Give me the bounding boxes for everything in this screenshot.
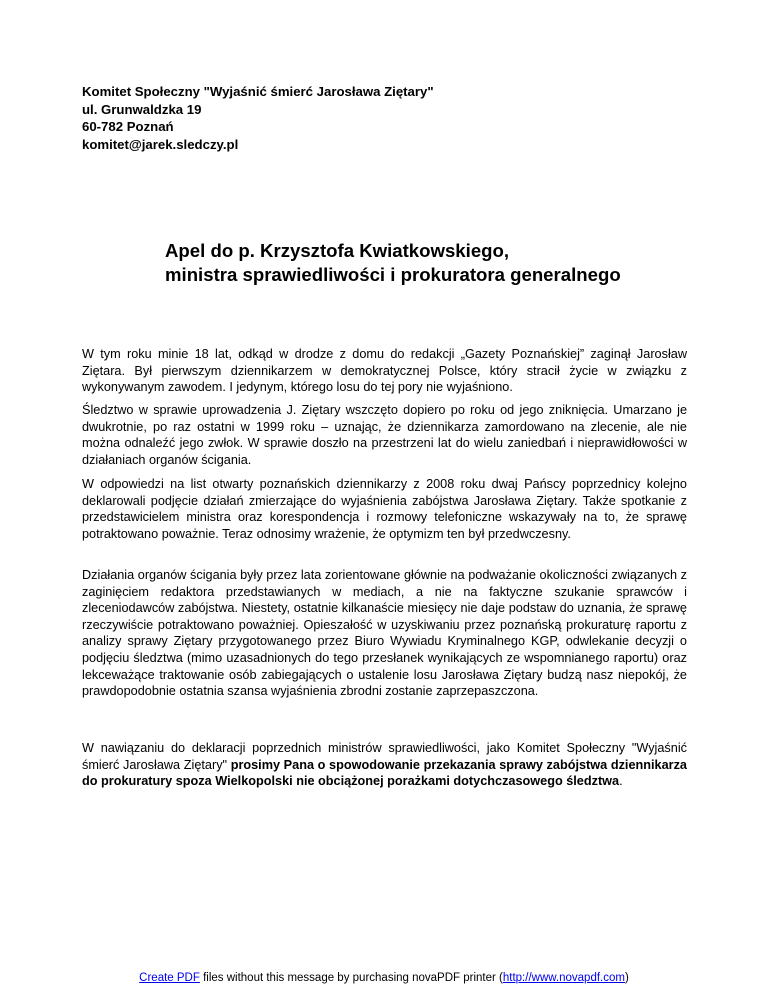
paragraph-4	[82, 567, 687, 700]
title-line-2: ministra sprawiedliwości i prokuratora generalnego	[165, 263, 621, 285]
paragraph-5	[82, 740, 687, 790]
paragraph-2	[82, 402, 687, 468]
sender-city: 60-782 Poznań	[82, 119, 174, 134]
sender-name: Komitet Społeczny "Wyjaśnić śmierć Jarosława Ziętary"	[82, 84, 434, 99]
paragraph-1-text: W tym roku minie 18 lat, odkąd w drodze z domu do redakcji „Gazety Poznańskiej” zaginął Jarosław Ziętara. Był pierwszym dziennikarzem w demokratycznej Polsce, który stracił życie w związku z wykonywanym zawodem. I jedynym, którego losu do tej pory nie wyjaśniono.	[82, 347, 687, 395]
footer-text-end: )	[624, 972, 629, 984]
document-title	[165, 239, 621, 286]
paragraph-5-text	[82, 740, 687, 790]
paragraph-2-text: Śledztwo w sprawie uprowadzenia J. Ziętary wszczęto dopiero po roku od jego zniknięcia. Umarzano je dwukrotnie, po raz ostatni w 1999 roku – uznając, że dziennikarza zamordowano na zlecenie, ale nie można odnaleźć jego zwłok. W sprawie doszło na przestrzeni lat do wielu zaniedbań i nieprawidłowości w działaniach organów ścigania.	[82, 403, 687, 467]
paragraph-5-request: prosimy Pana o spowodowanie przekazania sprawy zabójstwa dziennikarza do prokuratury spoza Wielkopolski nie obciążonej porażkami dotychczasowego śledztwa	[82, 757, 687, 789]
paragraph-5-end: .	[619, 774, 623, 789]
novapdf-url-link[interactable]: http://www.novapdf.com	[502, 972, 625, 984]
footer-text: files without this message by purchasing novaPDF printer (	[199, 972, 503, 984]
paragraph-5-intro: W nawiązaniu do deklaracji poprzednich ministrów sprawiedliwości, jako Komitet Społeczny "Wyjaśnić śmierć Jarosława Ziętary"	[82, 741, 687, 772]
title-line-1: Apel do p. Krzysztofa Kwiatkowskiego,	[165, 240, 510, 261]
pdf-footer-notice	[0, 972, 768, 984]
sender-street: ul. Grunwaldzka 19	[82, 101, 202, 117]
sender-address-block	[82, 83, 434, 153]
paragraph-1	[82, 346, 687, 396]
create-pdf-link[interactable]: Create PDF	[139, 972, 200, 984]
paragraph-3	[82, 476, 687, 542]
paragraph-3-text: W odpowiedzi na list otwarty poznańskich dziennikarzy z 2008 roku dwaj Pańscy poprzednicy kolejno deklarowali podjęcie działań zmierzające do wyjaśnienia zabójstwa Jarosława Ziętary. Także spotkanie z przedstawicielem ministra oraz korespondencja i rozmowy telefoniczne wskazywały na to, że sprawę potraktowano poważnie. Teraz odnosimy wrażenie, że optymizm ten był przedwczesny.	[82, 477, 687, 541]
paragraph-4-text: Działania organów ścigania były przez lata zorientowane głównie na podważanie okoliczności związanych z zaginięciem redaktora przedstawianych w mediach, a nie na faktyczne szukanie sprawców i zleceniodawców zabójstwa. Niestety, ostatnie kilkanaście miesięcy nie daje podstaw do uznania, że sprawę rzeczywiście potraktowano poważniej. Opieszałość w uzyskiwaniu przez poznańską prokuraturę raportu z analizy sprawy Ziętary przygotowanego przez Biuro Wywiadu Kryminalnego KGP, odwlekanie decyzji o podjęciu śledztwa (mimo uzasadnionych do tego przesłanek wynikających ze wspomnianego raportu) oraz lekceważące traktowanie osób zabiegających o ustalenie losu Jarosława Ziętary budzą nasz niepokój, że prawdopodobnie ostatnia szansa wyjaśnienia zbrodni zostanie zaprzepaszczona.	[82, 568, 687, 699]
sender-email: komitet@jarek.sledczy.pl	[82, 136, 239, 152]
